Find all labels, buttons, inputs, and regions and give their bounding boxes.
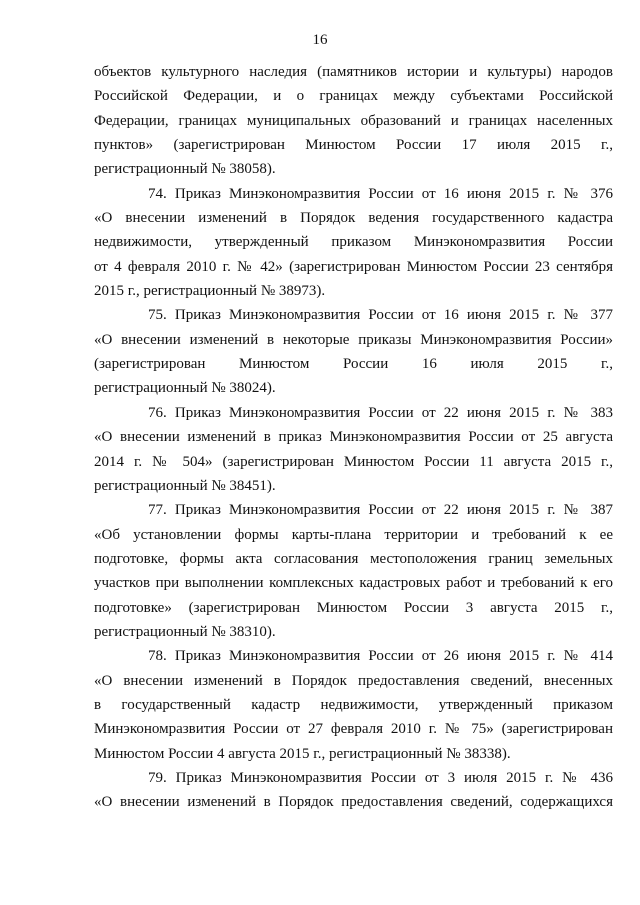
text-line: от 4 февраля 2010 г. № 42» (зарегистрирован Минюстом России 23 сентября: [94, 258, 613, 275]
text-line: подготовке» (зарегистрирован Минюстом России 3 августа 2015 г.,: [94, 599, 613, 616]
text-line: 2015 г., регистрационный № 38973).: [94, 283, 326, 300]
text-line: «О внесении изменений в некоторые приказы Минэкономразвития России»: [94, 331, 613, 348]
item-first-line: 76. Приказ Минэкономразвития России от 22 июня 2015 г. № 383: [148, 404, 613, 421]
text-line: регистрационный № 38024).: [94, 380, 276, 397]
item-first-line: 75. Приказ Минэкономразвития России от 16 июня 2015 г. № 377: [148, 307, 613, 324]
text-line: «О внесении изменений в приказ Минэкономразвития России от 25 августа: [94, 429, 613, 446]
item-first-line: 78. Приказ Минэкономразвития России от 26 июня 2015 г. № 414: [148, 648, 613, 665]
page-number: 16: [312, 32, 328, 48]
text-line: Минюстом России 4 августа 2015 г., регистрационный № 38338).: [94, 745, 511, 762]
intro-paragraph: [94, 60, 613, 182]
text-line: Российской Федерации, и о границах между субъектами Российской: [94, 88, 613, 105]
item-first-line: 74. Приказ Минэкономразвития России от 16 июня 2015 г. № 376: [148, 185, 613, 202]
text-line: (зарегистрирован Минюстом России 16 июля 2015 г.,: [94, 356, 613, 373]
list-item-79: [94, 766, 613, 815]
text-line: «О внесении изменений в Порядок ведения государственного кадастра: [94, 210, 613, 227]
text-line: объектов культурного наследия (памятников истории и культуры) народов: [94, 64, 613, 80]
text-line: Федерации, границах муниципальных образований и границах населенных: [94, 112, 613, 129]
text-line: «Об установлении формы карты-плана территории и требований к ее: [94, 526, 613, 543]
list-item-75: [94, 303, 613, 400]
text-line: регистрационный № 38310).: [94, 623, 276, 640]
item-first-line: 79. Приказ Минэкономразвития России от 3 июля 2015 г. № 436: [148, 769, 613, 786]
text-line: «О внесении изменений в Порядок предоставления сведений, содержащихся: [94, 794, 613, 811]
text-line: в государственный кадастр недвижимости, утвержденный приказом: [94, 696, 613, 713]
text-line: Минэкономразвития России от 27 февраля 2010 г. № 75» (зарегистрирован: [94, 721, 613, 738]
text-line: регистрационный № 38058).: [94, 161, 276, 178]
text-line: регистрационный № 38451).: [94, 477, 276, 494]
item-first-line: 77. Приказ Минэкономразвития России от 22 июня 2015 г. № 387: [148, 502, 613, 519]
text-line: подготовке, формы акта согласования местоположения границ земельных: [94, 550, 613, 567]
text-line: недвижимости, утвержденный приказом Минэкономразвития России: [94, 234, 613, 251]
list-item-76: [94, 401, 613, 498]
text-line: 2014 г. № 504» (зарегистрирован Минюстом России 11 августа 2015 г.,: [94, 453, 613, 470]
list-item-78: [94, 644, 613, 766]
list-item-74: [94, 182, 613, 304]
document-body: [94, 60, 613, 815]
text-line: «О внесении изменений в Порядок предоставления сведений, внесенных: [94, 672, 613, 689]
text-line: пунктов» (зарегистрирован Минюстом России 17 июля 2015 г.,: [94, 137, 613, 154]
list-item-77: [94, 498, 613, 644]
text-line: участков при выполнении комплексных кадастровых работ и требований к его: [94, 575, 613, 592]
